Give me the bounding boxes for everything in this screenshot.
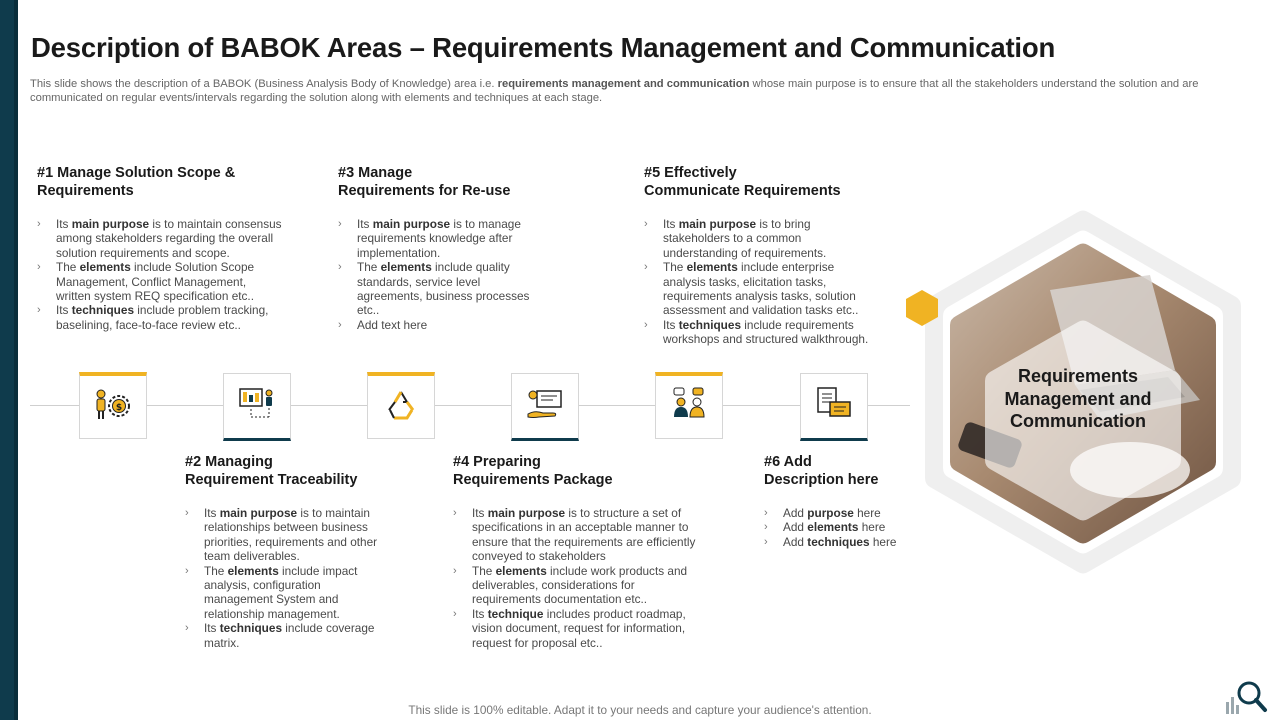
list-item: › Its main purpose is to manage requirements knowledge after implementation. [338, 217, 521, 260]
person-money-gear-icon [93, 385, 133, 430]
package-hand-icon [525, 384, 565, 429]
step3-icon-box [367, 372, 435, 439]
documents-icon [814, 384, 854, 429]
list-item: › Its techniques include problem tracking, baselining, face-to-face review etc.. [37, 303, 269, 332]
hexagon-label: Requirements Management and Communication [1004, 366, 1152, 431]
page-subtitle: This slide shows the description of a BABOK (Business Analysis Body of Knowledge) area i.e. requirements management and communication whose main purpose is to ensure that all the stakeholders understand the solution and are communicated on regular events/intervals regarding the solution along with elements and techniques at each stage. [30, 78, 1199, 104]
list-item: › Add techniques here [764, 534, 897, 549]
svg-text:$: $ [115, 402, 123, 413]
step2-icon-box [223, 373, 291, 441]
list-item: › Add text here [338, 317, 428, 332]
step1-heading: #1 Manage Solution Scope & Requirements [37, 165, 236, 199]
search-icon [1222, 680, 1270, 723]
list-item: › Add purpose here [764, 506, 881, 520]
list-item: › Its technique includes product roadmap, vision document, request for information, request for proposal etc.. [453, 606, 686, 650]
list-item: › Its main purpose is to structure a set of specifications in an acceptable manner to ensure that the requirements are efficiently conveyed to stakeholders [453, 506, 696, 564]
step2-bullets [185, 506, 385, 650]
list-item: › Its main purpose is to maintain relationships between business priorities, requirements and other team deliverables. [185, 506, 378, 564]
left-accent-bar [0, 0, 18, 720]
step5-heading: #5 Effectively Communicate Requirements [644, 165, 841, 199]
list-item: › The elements include Solution Scope Management, Conflict Management, written system REQ specification etc.. [37, 260, 255, 304]
list-item: › Its main purpose is to maintain consensus among stakeholders regarding the overall solution requirements and scope. [37, 217, 282, 260]
list-item: › The elements include quality standards, service level agreements, business processes etc.. [338, 260, 530, 318]
list-item: › Add elements here [764, 520, 886, 535]
list-item: › The elements include enterprise analysis tasks, elicitation tasks, requirements analysis tasks, solution assessment and validation tasks etc.. [644, 260, 859, 318]
step3-heading: #3 Manage Requirements for Re-use [338, 165, 511, 199]
step1-bullets [37, 217, 282, 332]
step6-heading: #6 Add Description here [764, 454, 879, 488]
list-item: › Its main purpose is to bring stakeholders to a common understanding of requirements. [644, 217, 827, 260]
list-item: › Its techniques include requirements workshops and structured walkthrough. [644, 317, 869, 347]
page-title: Description of BABOK Areas – Requirements Management and Communication [31, 32, 1056, 63]
step3-bullets [338, 217, 538, 332]
step6-icon-box [800, 373, 868, 441]
step4-bullets [453, 506, 698, 650]
timeline-line [30, 405, 910, 406]
step4-heading: #4 Preparing Requirements Package [453, 454, 613, 488]
step2-heading: #2 Managing Requirement Traceability [185, 454, 358, 488]
step5-bullets [644, 217, 869, 347]
list-item: › The elements include work products and deliverables, considerations for requirements documentation etc.. [453, 563, 688, 607]
list-item: › The elements include impact analysis, configuration management System and relationship management. [185, 563, 358, 621]
step5-icon-box [655, 372, 723, 439]
recycle-icon [382, 386, 420, 429]
people-communication-icon [669, 385, 709, 430]
footer-note: This slide is 100% editable. Adapt it to your needs and capture your audience's attention. [408, 703, 872, 717]
step4-icon-box [511, 373, 579, 441]
step1-icon-box [79, 372, 147, 439]
list-item: › Its techniques include coverage matrix. [185, 621, 375, 650]
traceability-board-icon [237, 384, 277, 429]
